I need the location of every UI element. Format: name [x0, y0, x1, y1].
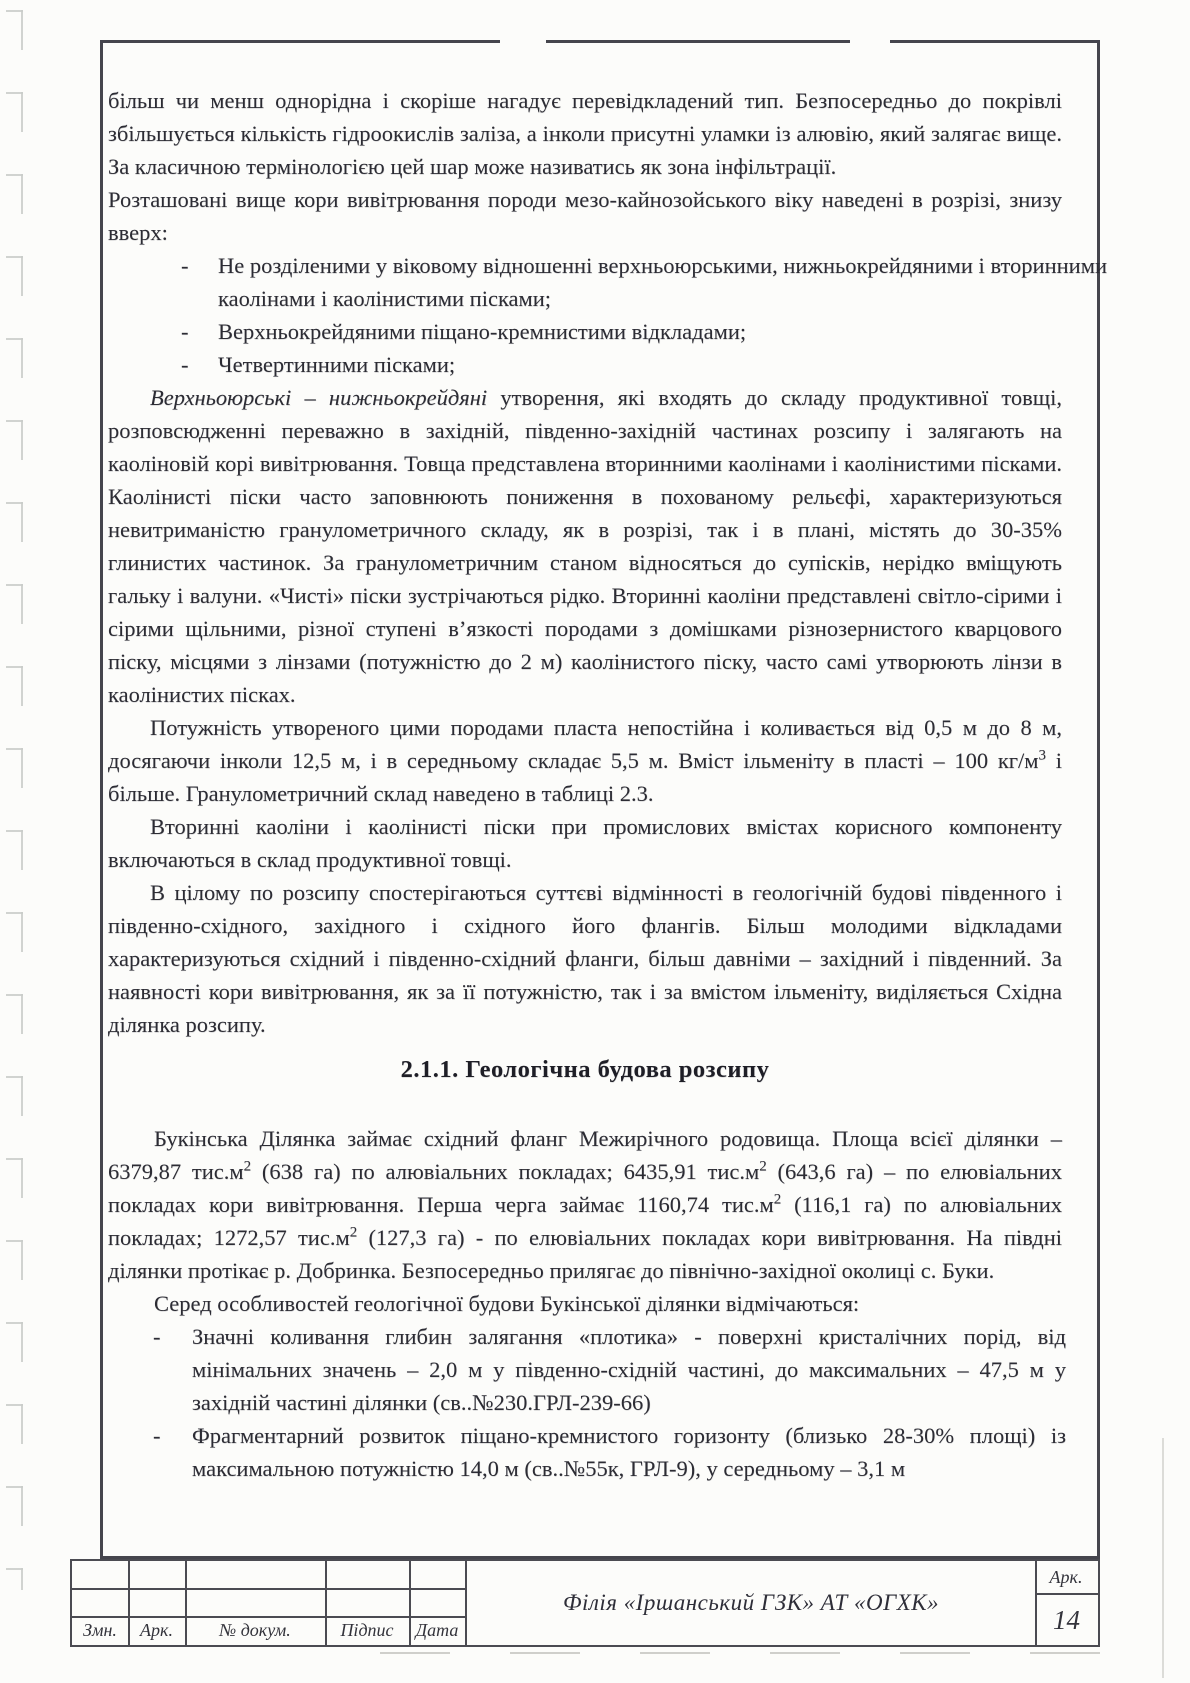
titleblock-label-zmn: Змн. — [83, 1620, 117, 1640]
list-item-text: Не розділеними у віковому відношенні верхньоюрськими, нижньокрейдяними і вторинними каолінами і каолінистими пісками; — [218, 253, 1107, 311]
titleblock-label-data: Дата — [415, 1620, 459, 1640]
list-dash: - — [181, 352, 189, 377]
paragraph-upper-jurassic-formations: Верхньоюрські – нижньокрейдяні утворення, які входять до складу продуктивної товщі, розповсюдженні переважно в західній, південно-західній частинах розсипу і залягають на каоліновій корі вивітрювання. Товща представлена вторинними каолінами і каолінистими пісками. Каолінисті піски часто заповнюють пониження в похованому рельєфі, характеризуються невитриманістю гранулометричного складу, як в розрізі, так і в плані, містять до 30-35% глинистих частинок. За гранулометричним станом відносяться до супісків, нерідко вміщують гальку і валуни. «Чисті» піски зустрічаються рідко. Вторинні каоліни представлені світло-сірими і сірими щільними, різної ступені в’язкості породами з домішками різнозернистого кварцового піску, місцями з лінзами (потужністю до 2 м) каолінистого піску, часто самі утворюють лінзи в каолінистих пісках. — [108, 385, 1063, 707]
list-item — [153, 1320, 1066, 1419]
list-item — [153, 1419, 1066, 1485]
list-dash: - — [181, 319, 189, 344]
paper-edge-artifact — [1162, 1438, 1164, 1678]
titleblock-label-pidpys: Підпис — [340, 1620, 394, 1640]
list-dash: - — [181, 253, 189, 278]
titleblock-grid-line — [72, 1588, 465, 1590]
paragraph-secondary-kaolins: Вторинні каоліни і каолінисті піски при промислових вмістах корисного компоненту включаються в склад продуктивної товщі. — [108, 814, 1062, 872]
sheet-number: 14 — [1053, 1604, 1080, 1635]
scan-smear-line — [380, 1652, 1160, 1654]
paragraph-features-intro: Серед особливостей геологічної будови Букінської ділянки відмічаються: — [154, 1291, 860, 1316]
list-item — [181, 249, 1107, 315]
list-dash: - — [153, 1324, 161, 1349]
list-item-text: Фрагментарний розвиток піщано-кремнистого горизонту (близько 28-30% площі) із максимальною потужністю 14,0 м (св..№55к, ГРЛ-9), у середньому – 3,1 м — [192, 1423, 1066, 1481]
paragraph-bukinska-area: Букінська Ділянка займає східний фланг Межирічного родовища. Площа всієї ділянки – 6379,87 $тис.м^2$ (638 га) по алювіальних покладах; 6435,91 $тис.м^2$ (643,6 га) – по елювіальних покладах кори вивітрювання. Перша черга займає 1160,74 $тис.м^2$ (116,1 га) по алювіальних покладах; 1272,57 $тис.м^2$ (127,3 га) - по елювіальних покладах кори вивітрювання. На півдні ділянки протікає р. Добринка. Безпосередньо прилягає до північно-західної околиці с. Буки. — [108, 1126, 1063, 1283]
frame-scan-gap — [850, 38, 890, 43]
paragraph-infiltration-zone: більш чи менш однорідна і скоріше нагадує перевідкладений тип. Безпосередньо до покрівлі збільшується кількість гідроокислів заліза, а інколи присутні уламки із алювію, який залягає вище. За класичною термінологією цей шар може називатись як зона інфільтрації. — [108, 88, 1062, 179]
paragraph-flank-differences: В цілому по розсипу спостерігаються суттєві відмінності в геологічній будові південного і південно-східного, західного і східного його флангів. Більш молодими відкладами характеризуються східний і південно-східний фланги, більш давніми – західний і південний. За наявності кори вивітрювання, як за її потужністю, так і за вмістом ільменіту, виділяється Східна ділянка розсипу. — [108, 880, 1062, 1037]
list-item — [181, 348, 1107, 381]
list-item — [181, 315, 1107, 348]
paragraph-layer-thickness: Потужність утвореного цими породами пласта непостійна і коливається від 0,5 м до 8 м, досягаючи інколи 12,5 м, і в середньому складає 5,5 м. Вміст ільменіту в пласті – 100 $кг/м^3$ і більше. Гранулометричний склад наведено в таблиці 2.3. — [108, 715, 1062, 806]
list-item-text: Четвертинними пісками; — [218, 352, 456, 377]
list-dash: - — [153, 1423, 161, 1448]
document-text-column — [108, 84, 1107, 1485]
titleblock-company-name: Філія «Іршанський ГЗК» АТ «ОГХК» — [562, 1589, 940, 1615]
list-geological-features — [108, 1320, 1066, 1485]
titleblock-label-ark: Арк. — [140, 1620, 173, 1640]
paragraph-overlying-rocks: Розташовані вище кори вивітрювання породи мезо-кайнозойського віку наведені в розрізі, знизу вверх: — [108, 187, 1062, 245]
list-item-text: Верхньокрейдяними піщано-кремнистими відкладами; — [218, 319, 747, 344]
frame-scan-gap — [500, 38, 546, 43]
section-heading: 2.1.1. Геологічна будова розсипу — [400, 1056, 770, 1083]
titleblock — [70, 1559, 1100, 1647]
titleblock-label-dokum: № докум. — [219, 1620, 291, 1640]
binder-marks-horizontal — [6, 10, 23, 1590]
list-overlying-strata — [108, 249, 1107, 381]
list-item-text: Значні коливання глибин залягання «плотика» - поверхні кристалічних порід, від мінімальних значень – 2,0 м у південно-східній частині, до максимальних – 47,5 м у західній частині ділянки (св..№230.ГРЛ-239-66) — [192, 1324, 1066, 1415]
sheet-label: Арк. — [1049, 1566, 1083, 1587]
